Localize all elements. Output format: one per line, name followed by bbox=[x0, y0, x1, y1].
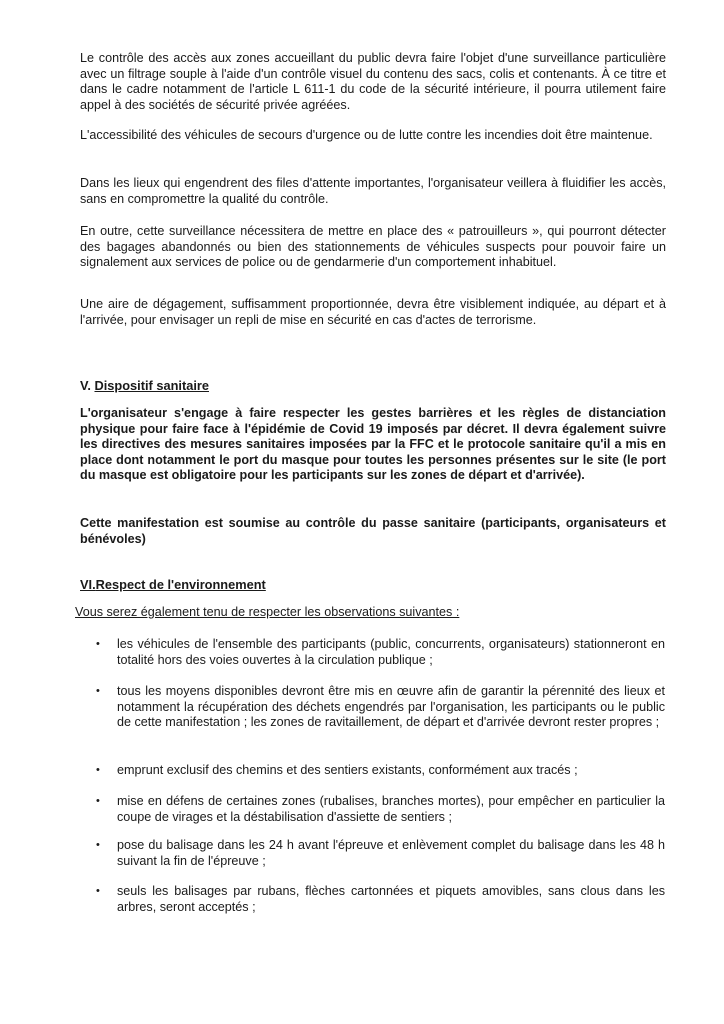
bullet-icon: • bbox=[96, 839, 100, 851]
list-item-text: emprunt exclusif des chemins et des sentiers existants, conformément aux tracés ; bbox=[117, 763, 578, 777]
bullet-icon: • bbox=[96, 764, 100, 776]
paragraph-health-pass: Cette manifestation est soumise au contrôle du passe sanitaire (participants, organisateurs et bénévoles) bbox=[80, 516, 666, 546]
list-item-text: seuls les balisages par rubans, flèches cartonnées et piquets amovibles, sans clous dans les arbres, seront acceptés ; bbox=[117, 884, 665, 914]
list-item-text: les véhicules de l'ensemble des participants (public, concurrents, organisateurs) stationneront en totalité hors des voies ouvertes à la circulation publique ; bbox=[117, 637, 665, 667]
bullet-icon: • bbox=[96, 638, 100, 650]
bullet-icon: • bbox=[96, 685, 100, 697]
section-title: Dispositif sanitaire bbox=[94, 378, 209, 393]
paragraph-emergency-access: L'accessibilité des véhicules de secours d'urgence ou de lutte contre les incendies doit être maintenue. bbox=[80, 128, 653, 142]
paragraph-clearance-area: Une aire de dégagement, suffisamment proportionnée, devra être visiblement indiquée, au départ et à l'arrivée, pour envisager un repli de mise en sécurité en cas d'actes de terrorisme. bbox=[80, 297, 666, 327]
section-heading-sanitary bbox=[80, 378, 209, 394]
list-item-text: mise en défens de certaines zones (rubalises, branches mortes), pour empêcher en particulier la coupe de virages et la déstabilisation d'assiette de sentiers ; bbox=[117, 794, 665, 824]
section-number: VI. bbox=[80, 577, 96, 592]
paragraph-patrols: En outre, cette surveillance nécessitera de mettre en place des « patrouilleurs », qui pourront détecter des bagages abandonnés ou bien des stationnements de véhicules suspects pour pouvoir faire un signalement aux services de police ou de gendarmerie d'un comportement inhabituel. bbox=[80, 224, 666, 269]
section-title: Respect de l'environnement bbox=[95, 577, 266, 592]
paragraph-access-control: Le contrôle des accès aux zones accueillant du public devra faire l'objet d'une surveillance particulière avec un filtrage souple à l'aide d'un contrôle visuel du contenu des sacs, colis et contenants. À ce titre et dans le cadre notamment de l'article L 611-1 du code de la sécurité intérieure, il pourra utilement faire appel à des sociétés de sécurité privée agréées. bbox=[80, 51, 666, 112]
bullet-icon: • bbox=[96, 795, 100, 807]
list-item-text: tous les moyens disponibles devront être mis en œuvre afin de garantir la pérennité des lieux et notamment la récupération des déchets engendrés par l'organisation, les participants ou le public de cette manifestation ; les zones de ravitaillement, de départ et d'arrivée devront rester propres ; bbox=[117, 684, 665, 729]
list-item-text: pose du balisage dans les 24 h avant l'épreuve et enlèvement complet du balisage dans les 48 h suivant la fin de l'épreuve ; bbox=[117, 838, 665, 868]
environment-intro: Vous serez également tenu de respecter les observations suivantes : bbox=[75, 605, 460, 619]
section-heading-environment bbox=[80, 577, 266, 593]
paragraph-covid-rules: L'organisateur s'engage à faire respecter les gestes barrières et les règles de distanciation physique pour faire face à l'épidémie de Covid 19 imposés par décret. Il devra également suivre les directives des mesures sanitaires imposées par la FFC et le protocole sanitaire qu'il a mis en place dont notamment le port du masque pour toutes les personnes présentes sur le site (le port du masque est obligatoire pour les participants sur les zones de départ et d'arrivée). bbox=[80, 406, 666, 482]
section-number: V. bbox=[80, 378, 91, 393]
paragraph-queues: Dans les lieux qui engendrent des files d'attente importantes, l'organisateur veillera à fluidifier les accès, sans en compromettre la qualité du contrôle. bbox=[80, 176, 666, 206]
bullet-icon: • bbox=[96, 885, 100, 897]
